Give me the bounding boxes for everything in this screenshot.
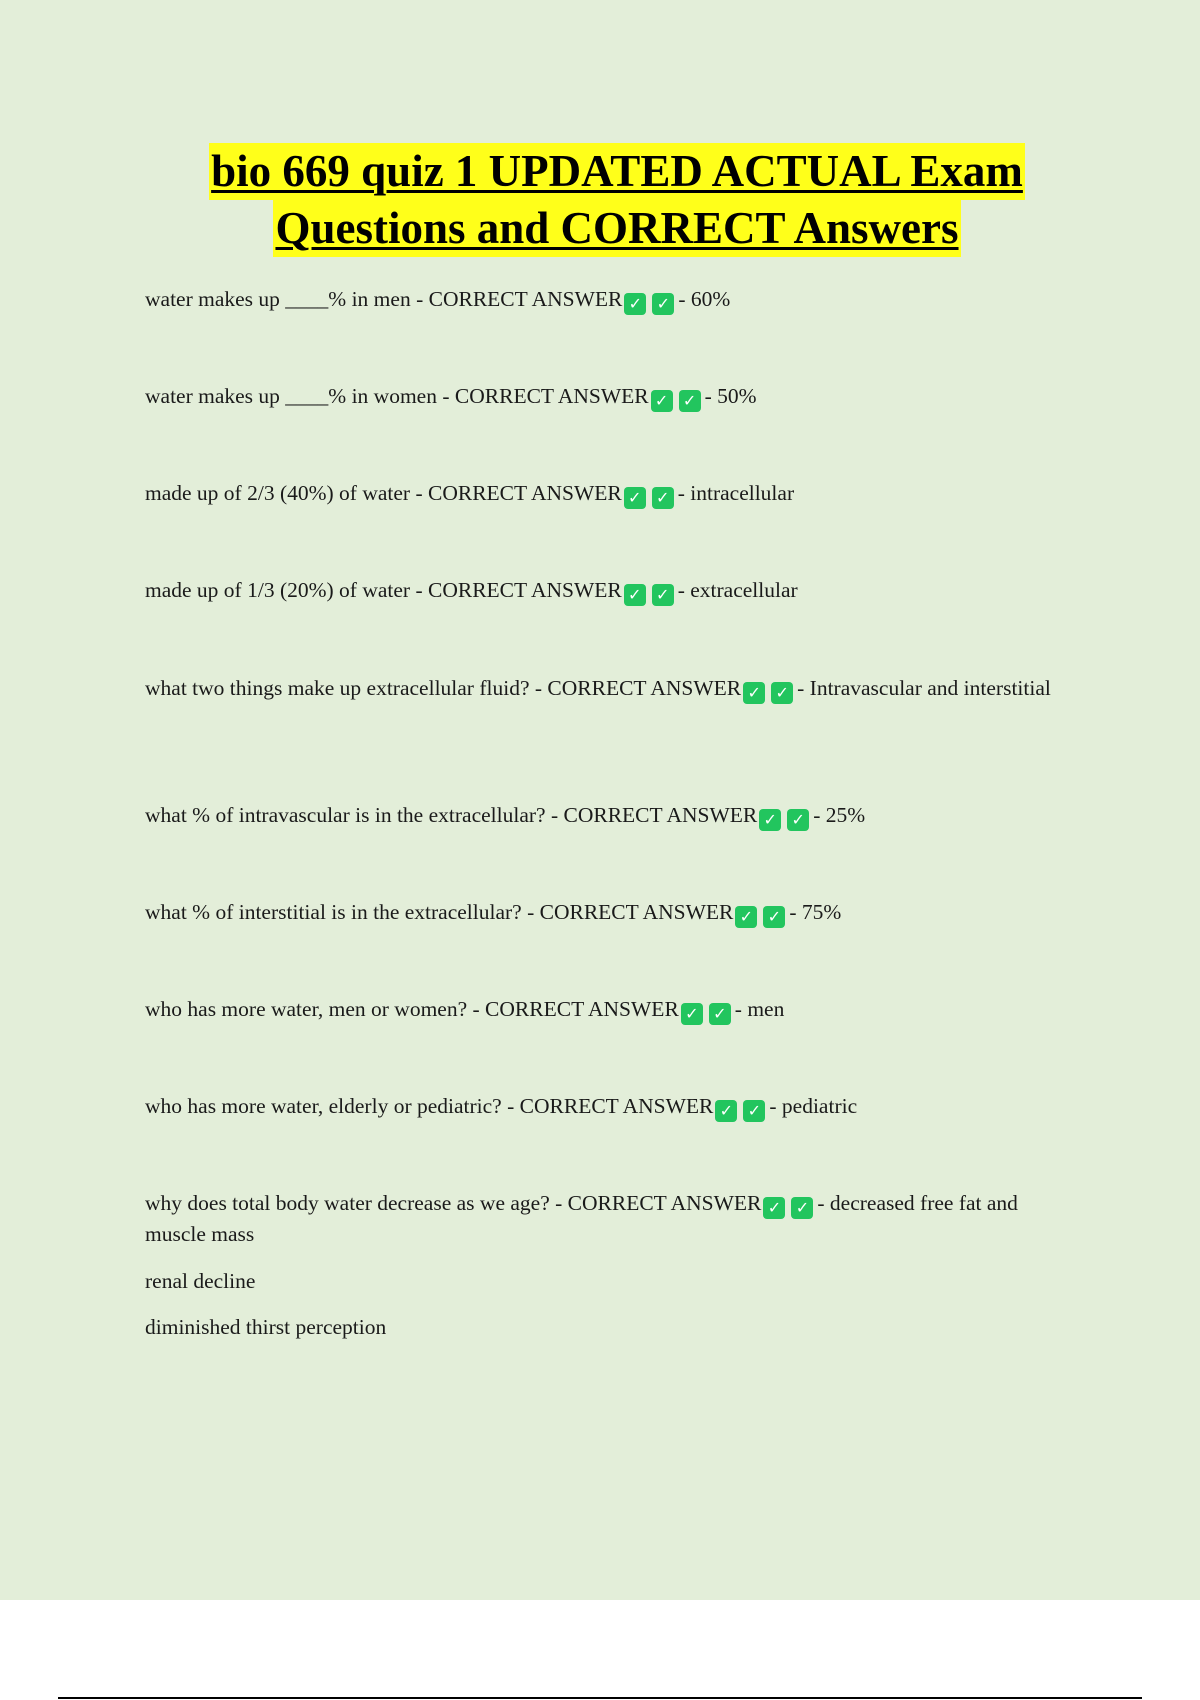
- qa-item: [145, 994, 1075, 1025]
- qa-item: [145, 1091, 1075, 1122]
- answer-text: - pediatric: [769, 1094, 858, 1118]
- qa-item: [145, 897, 1075, 928]
- answer-text: - extracellular: [677, 578, 798, 602]
- check-box-icon: ✓: [735, 906, 757, 928]
- extra-line: renal decline: [145, 1269, 256, 1293]
- question-text: who has more water, men or women?: [145, 997, 468, 1021]
- answer-text: - intracellular: [677, 481, 795, 505]
- check-box-icon: ✓: [771, 682, 793, 704]
- qa-item: [145, 673, 1075, 704]
- check-box-icon: ✓: [679, 390, 701, 412]
- answer-tag: - CORRECT ANSWER: [410, 481, 622, 505]
- question-text: made up of 1/3 (20%) of water: [145, 578, 411, 602]
- answer-text: - 25%: [813, 803, 866, 827]
- check-box-icon: ✓: [763, 1197, 785, 1219]
- document-title: [0, 143, 1200, 257]
- question-text: who has more water, elderly or pediatric?: [145, 1094, 502, 1118]
- check-box-icon: ✓: [652, 487, 674, 509]
- check-box-icon: ✓: [681, 1003, 703, 1025]
- check-box-icon: ✓: [652, 293, 674, 315]
- question-text: what two things make up extracellular fluid?: [145, 676, 530, 700]
- check-box-icon: ✓: [743, 1100, 765, 1122]
- check-box-icon: ✓: [624, 293, 646, 315]
- answer-tag: - CORRECT ANSWER: [545, 803, 758, 827]
- check-box-icon: ✓: [624, 584, 646, 606]
- title-line-1: bio 669 quiz 1 UPDATED ACTUAL Exam: [209, 143, 1025, 200]
- check-box-icon: ✓: [709, 1003, 731, 1025]
- answer-tag: - CORRECT ANSWER: [436, 384, 649, 408]
- answer-text: - Intravascular and interstitial: [797, 676, 1051, 700]
- qa-item: [145, 575, 1075, 606]
- question-text: water makes up ____% in women: [145, 384, 437, 408]
- check-box-icon: ✓: [763, 906, 785, 928]
- footer-divider: [58, 1697, 1142, 1699]
- question-text: what % of interstitial is in the extracellular?: [145, 900, 522, 924]
- answer-text: - decreased free fat and muscle mass: [145, 1191, 1018, 1246]
- check-box-icon: ✓: [743, 682, 765, 704]
- answer-text: - 75%: [789, 900, 842, 924]
- answer-tag: - CORRECT ANSWER: [549, 1191, 762, 1215]
- check-box-icon: ✓: [791, 1197, 813, 1219]
- question-text: made up of 2/3 (40%) of water: [145, 481, 411, 505]
- question-text: water makes up ____% in men: [145, 287, 411, 311]
- qa-item: [145, 381, 1075, 412]
- answer-tag: - CORRECT ANSWER: [467, 997, 679, 1021]
- check-box-icon: ✓: [715, 1100, 737, 1122]
- extra-line: diminished thirst perception: [145, 1315, 387, 1339]
- answer-tag: - CORRECT ANSWER: [501, 1094, 714, 1118]
- check-box-icon: ✓: [787, 809, 809, 831]
- check-box-icon: ✓: [759, 809, 781, 831]
- question-text: why does total body water decrease as we age?: [145, 1191, 550, 1215]
- check-box-icon: ✓: [652, 584, 674, 606]
- qa-item: [145, 1188, 1075, 1249]
- title-line-2: Questions and CORRECT Answers: [273, 200, 960, 257]
- qa-item: [145, 478, 1075, 509]
- answer-tag: - CORRECT ANSWER: [521, 900, 734, 924]
- answer-tag: - CORRECT ANSWER: [529, 676, 742, 700]
- answer-text: - 50%: [704, 384, 757, 408]
- check-box-icon: ✓: [651, 390, 673, 412]
- answer-text: - 60%: [678, 287, 731, 311]
- answer-text: - men: [734, 997, 785, 1021]
- qa-item: [145, 284, 1075, 315]
- answer-tag: - CORRECT ANSWER: [410, 578, 622, 602]
- check-box-icon: ✓: [624, 487, 646, 509]
- qa-item: [145, 800, 1075, 831]
- answer-tag: - CORRECT ANSWER: [410, 287, 623, 311]
- question-text: what % of intravascular is in the extracellular?: [145, 803, 546, 827]
